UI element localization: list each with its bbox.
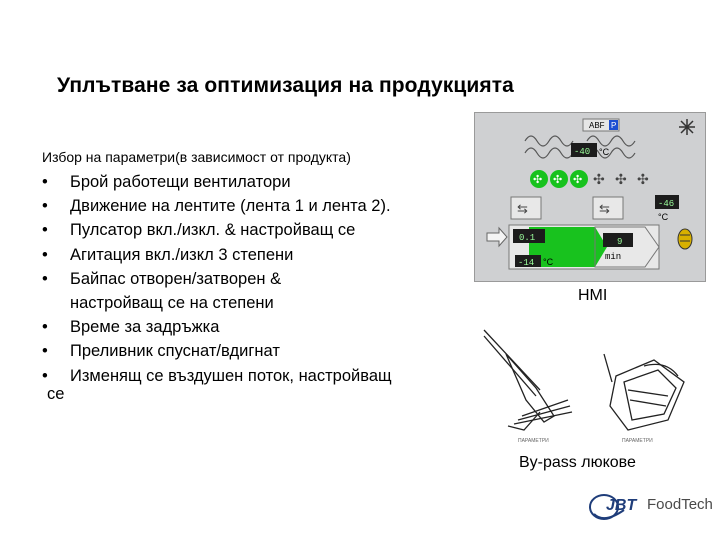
hold-time-value: 9: [617, 237, 623, 247]
snowflake-icon: [679, 119, 695, 135]
svg-text:✣: ✣: [593, 171, 605, 187]
drawing-caption-left: ПАРАМЕТРИ: [518, 438, 549, 444]
list-item-text: Агитация вкл./изкл 3 степени: [70, 245, 294, 264]
bullet-marker: •: [42, 269, 48, 288]
svg-text:✣: ✣: [573, 174, 583, 186]
parameter-list: [42, 170, 482, 388]
bypass-hatches-drawing: [478, 320, 698, 448]
temp-right-value: -46: [658, 199, 675, 209]
slide-title: Уплътване за оптимизация на продукцията: [57, 74, 514, 97]
fan-icons: [530, 170, 649, 188]
p-badge-text: P: [611, 121, 617, 130]
temp-right-unit: °C: [658, 212, 669, 222]
list-item-text: Изменящ се въздушен поток, настройващ: [70, 366, 392, 385]
bullet-marker: •: [42, 245, 48, 264]
list-item-continuation: се: [47, 385, 65, 403]
operator-figure-icon: [678, 229, 692, 249]
input-arrow-icon: [487, 228, 507, 246]
list-item: [42, 218, 482, 242]
bullet-marker: •: [42, 221, 48, 240]
hmi-graphic: [475, 113, 705, 281]
list-item-text: Байпас отворен/затворен & настройващ се на степени: [70, 269, 282, 313]
list-item: [42, 339, 482, 363]
list-item-text: Време за задръжка: [70, 318, 220, 337]
list-item-text: Движение на лентите (лента 1 и лента 2).: [70, 197, 391, 216]
hmi-caption: HMI: [578, 287, 608, 304]
slide-subtitle: Избор на параметри(в зависимост от продукта): [42, 149, 351, 165]
drawing-caption-right: ПАРАМЕТРИ: [622, 438, 653, 444]
list-item-text: Пулсатор вкл./изкл. & настройващ се: [70, 221, 356, 240]
svg-text:✣: ✣: [637, 171, 649, 187]
logo-suffix: FoodTech: [647, 496, 713, 513]
list-item: [42, 170, 482, 194]
list-item-text: Преливник спуснат/вдигнат: [70, 342, 280, 361]
bullet-marker: •: [42, 197, 48, 216]
list-item: [42, 243, 482, 267]
bullet-marker: •: [42, 366, 48, 385]
list-item: [42, 267, 370, 315]
svg-text:⇆: ⇆: [599, 201, 610, 216]
list-item: [42, 364, 482, 388]
list-item-text: Брой работещи вентилатори: [70, 173, 291, 191]
temp-top-value: -40: [574, 147, 591, 157]
bullet-marker: •: [42, 342, 48, 361]
abf-badge-text: ABF: [589, 121, 605, 130]
bullet-marker: •: [42, 173, 48, 191]
svg-text:⇆: ⇆: [517, 201, 528, 216]
bullet-marker: •: [42, 318, 48, 337]
list-item: [42, 315, 482, 339]
svg-text:✣: ✣: [615, 171, 627, 187]
hold-time-unit: min: [605, 252, 622, 262]
bypass-caption: By-pass люкове: [519, 454, 636, 471]
logo-brand: JBT: [606, 497, 637, 514]
svg-text:✣: ✣: [553, 174, 563, 186]
temp-bottom-value: -14: [518, 258, 535, 268]
list-item: [42, 194, 482, 218]
svg-text:✣: ✣: [533, 174, 543, 186]
belt-speed-value: 0.1: [519, 233, 536, 243]
hmi-screen: [474, 112, 706, 282]
temp-top-unit: °C: [599, 147, 610, 157]
temp-bottom-unit: °C: [543, 257, 554, 267]
